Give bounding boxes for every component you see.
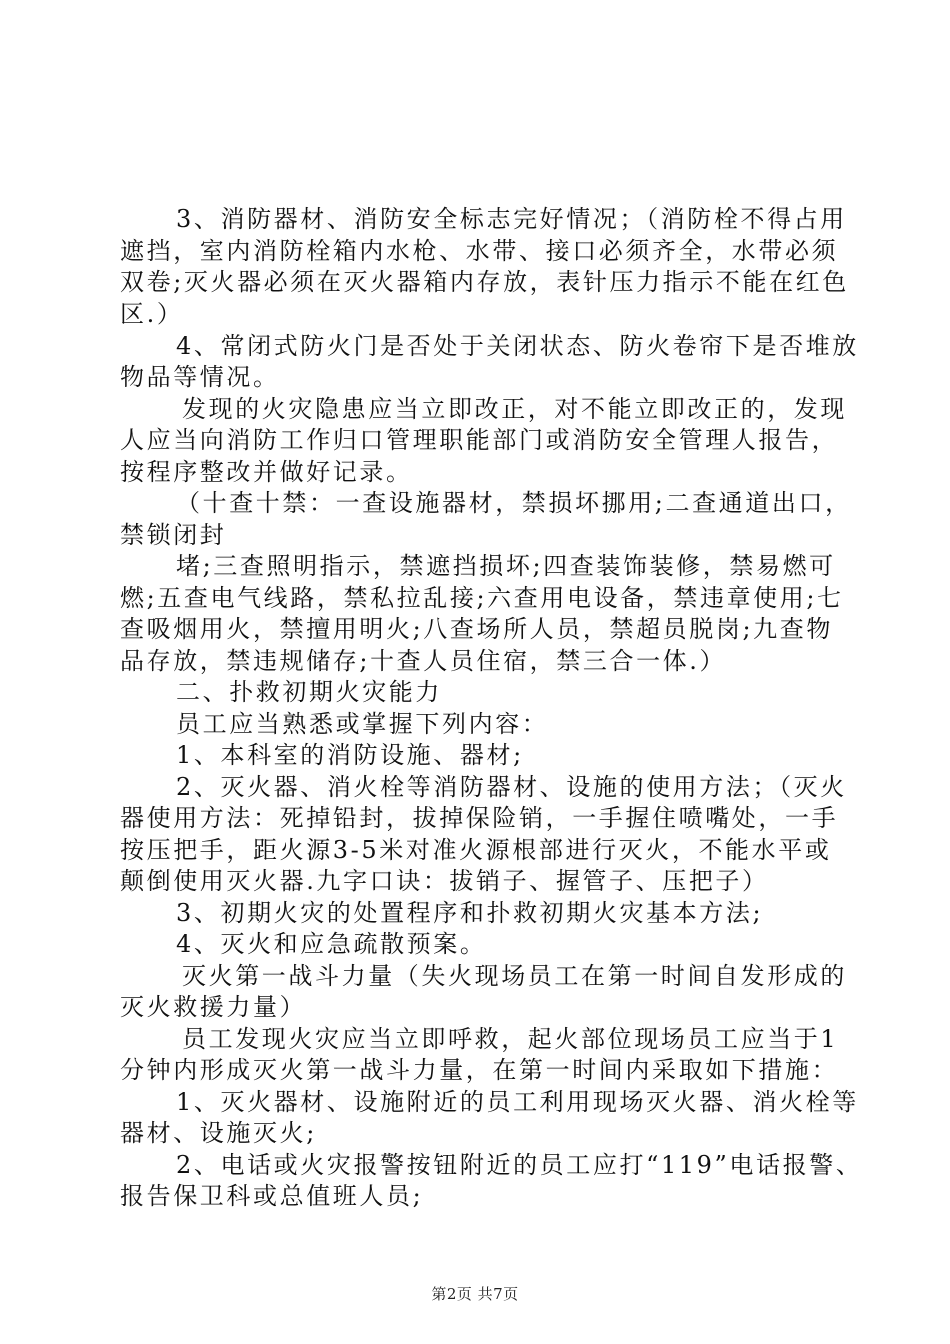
paragraph-line: 双卷;灭火器必须在灭火器箱内存放，表针压力指示不能在红色 xyxy=(120,268,849,296)
paragraph-line: 燃;五查电气线路，禁私拉乱接;六查用电设备，禁违章使用;七 xyxy=(120,584,844,612)
paragraph-line: 1、本科室的消防设施、器材; xyxy=(176,741,524,769)
paragraph-line: 灭火第一战斗力量（失火现场员工在第一时间自发形成的 xyxy=(182,962,847,990)
paragraph-line: 器使用方法：死掉铅封，拔掉保险销，一手握住喷嘴处，一手 xyxy=(120,804,839,832)
paragraph-line: 4、常闭式防火门是否处于关闭状态、防火卷帘下是否堆放 xyxy=(176,332,859,360)
paragraph-line: 按压把手，距火源3-5米对准火源根部进行灭火，不能水平或 xyxy=(120,836,832,864)
paragraph-line: 3、消防器材、消防安全标志完好情况；（消防栓不得占用 xyxy=(176,205,847,233)
paragraph-line: 发现的火灾隐患应当立即改正，对不能立即改正的，发现 xyxy=(182,395,847,423)
paragraph-line: （十查十禁：一查设施器材，禁损坏挪用;二查通道出口， xyxy=(176,489,852,517)
paragraph-line: 2、灭火器、消火栓等消防器材、设施的使用方法；（灭火 xyxy=(176,773,847,801)
paragraph-line: 物品等情况。 xyxy=(120,363,280,391)
paragraph-line: 4、灭火和应急疏散预案。 xyxy=(176,930,487,958)
paragraph-line: 器材、设施灭火; xyxy=(120,1119,317,1147)
paragraph-line: 人应当向消防工作归口管理职能部门或消防安全管理人报告， xyxy=(120,426,839,454)
paragraph-line: 2、电话或火灾报警按钮附近的员工应打“119”电话报警、 xyxy=(176,1151,863,1179)
paragraph-line: 灭火救援力量） xyxy=(120,993,307,1021)
paragraph-line: 员工应当熟悉或掌握下列内容： xyxy=(176,710,549,738)
paragraph-line: 品存放，禁违规储存;十查人员住宿，禁三合一体.） xyxy=(120,647,727,675)
paragraph-line: 禁锁闭封 xyxy=(120,521,227,549)
paragraph-line: 1、灭火器材、设施附近的员工利用现场灭火器、消火栓等 xyxy=(176,1088,859,1116)
paragraph-line: 分钟内形成灭火第一战斗力量，在第一时间内采取如下措施： xyxy=(120,1056,839,1084)
paragraph-line: 员工发现火灾应当立即呼救，起火部位现场员工应当于1 xyxy=(182,1025,839,1053)
paragraph-line: 报告保卫科或总值班人员; xyxy=(120,1182,424,1210)
paragraph-line: 遮挡，室内消防栓箱内水枪、水带、接口必须齐全，水带必须 xyxy=(120,237,839,265)
paragraph-line: 颠倒使用灭火器.九字口诀：拔销子、握管子、压把子） xyxy=(120,867,769,895)
section-heading: 二、扑救初期火灾能力 xyxy=(176,678,442,706)
paragraph-line: 按程序整改并做好记录。 xyxy=(120,458,413,486)
page-number-footer: 第2页 共7页 xyxy=(431,1285,519,1303)
paragraph-line: 区.） xyxy=(120,300,184,328)
paragraph-line: 查吸烟用火，禁擅用明火;八查场所人员，禁超员脱岗;九查物 xyxy=(120,615,833,643)
paragraph-line: 堵;三查照明指示，禁遮挡损坏;四查装饰装修，禁易燃可 xyxy=(176,552,836,580)
paragraph-line: 3、初期火灾的处置程序和扑救初期火灾基本方法; xyxy=(176,899,764,927)
